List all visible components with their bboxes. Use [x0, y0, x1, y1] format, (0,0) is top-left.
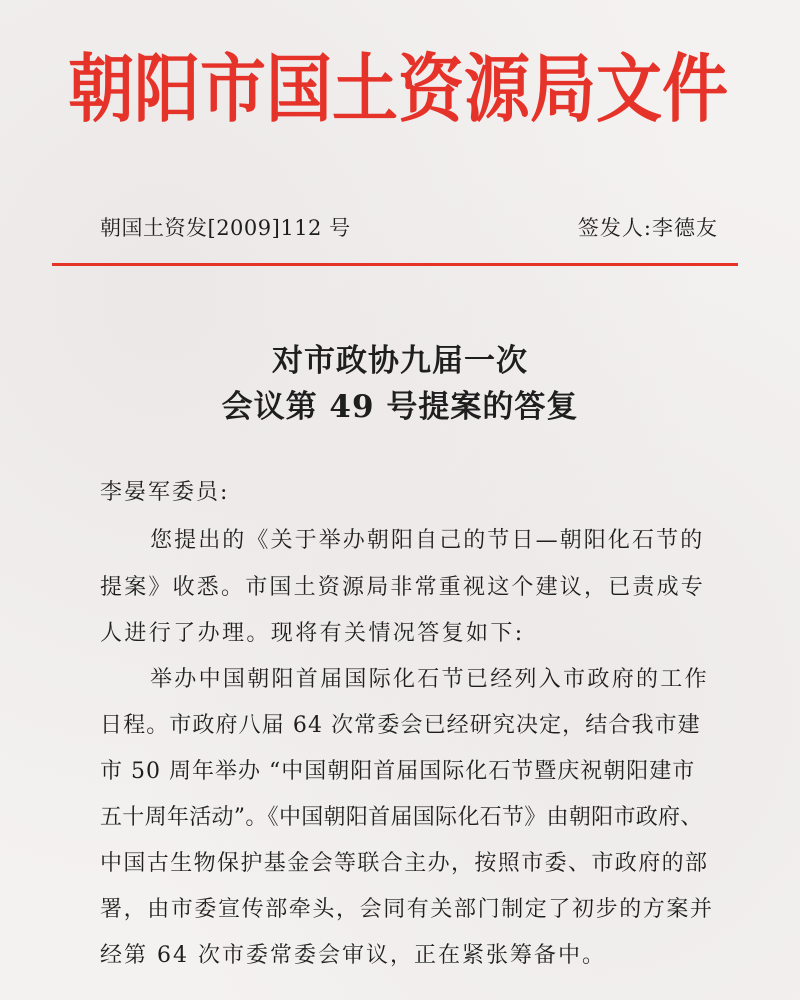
body-line: 提案》收悉。市国土资源局非常重视这个建议，已责成专: [100, 575, 706, 600]
body-line: 市 50 周年举办 “中国朝阳首届国际化石节暨庆祝朝阳建市: [100, 759, 696, 784]
document-number: 朝国土资发[2009]112 号: [100, 216, 351, 240]
body-line: 中国古生物保护基金会等联合主办，按照市委、市政府的部: [100, 851, 709, 876]
body-line: 人进行了办理。现将有关情况答复如下:: [100, 621, 525, 646]
salutation: 李晏军委员:: [100, 480, 230, 505]
document-title-line-2: 会议第 49 号提案的答复: [221, 389, 579, 425]
masthead-title: 朝阳市国土资源局文件: [68, 45, 728, 132]
body-line: 署，由市委宣传部牵头，会同有关部门制定了初步的方案并: [100, 897, 714, 922]
body-line: 日程。市政府八届 64 次常委会已经研究决定，结合我市建: [100, 713, 701, 738]
body-line: 您提出的《关于举办朝阳自己的节日—朝阳化石节的: [150, 528, 705, 553]
body-line: 五十周年活动”。《中国朝阳首届国际化石节》由朝阳市政府、: [100, 805, 703, 830]
body-line: 举办中国朝阳首届国际化石节已经列入市政府的工作: [150, 667, 709, 692]
red-divider-line: [52, 263, 738, 266]
signer-label: 签发人:李德友: [577, 216, 718, 240]
body-line: 经第 64 次市委常委会审议，正在紧张筹备中。: [100, 943, 606, 968]
document-title-line-1: 对市政协九届一次: [272, 343, 528, 379]
